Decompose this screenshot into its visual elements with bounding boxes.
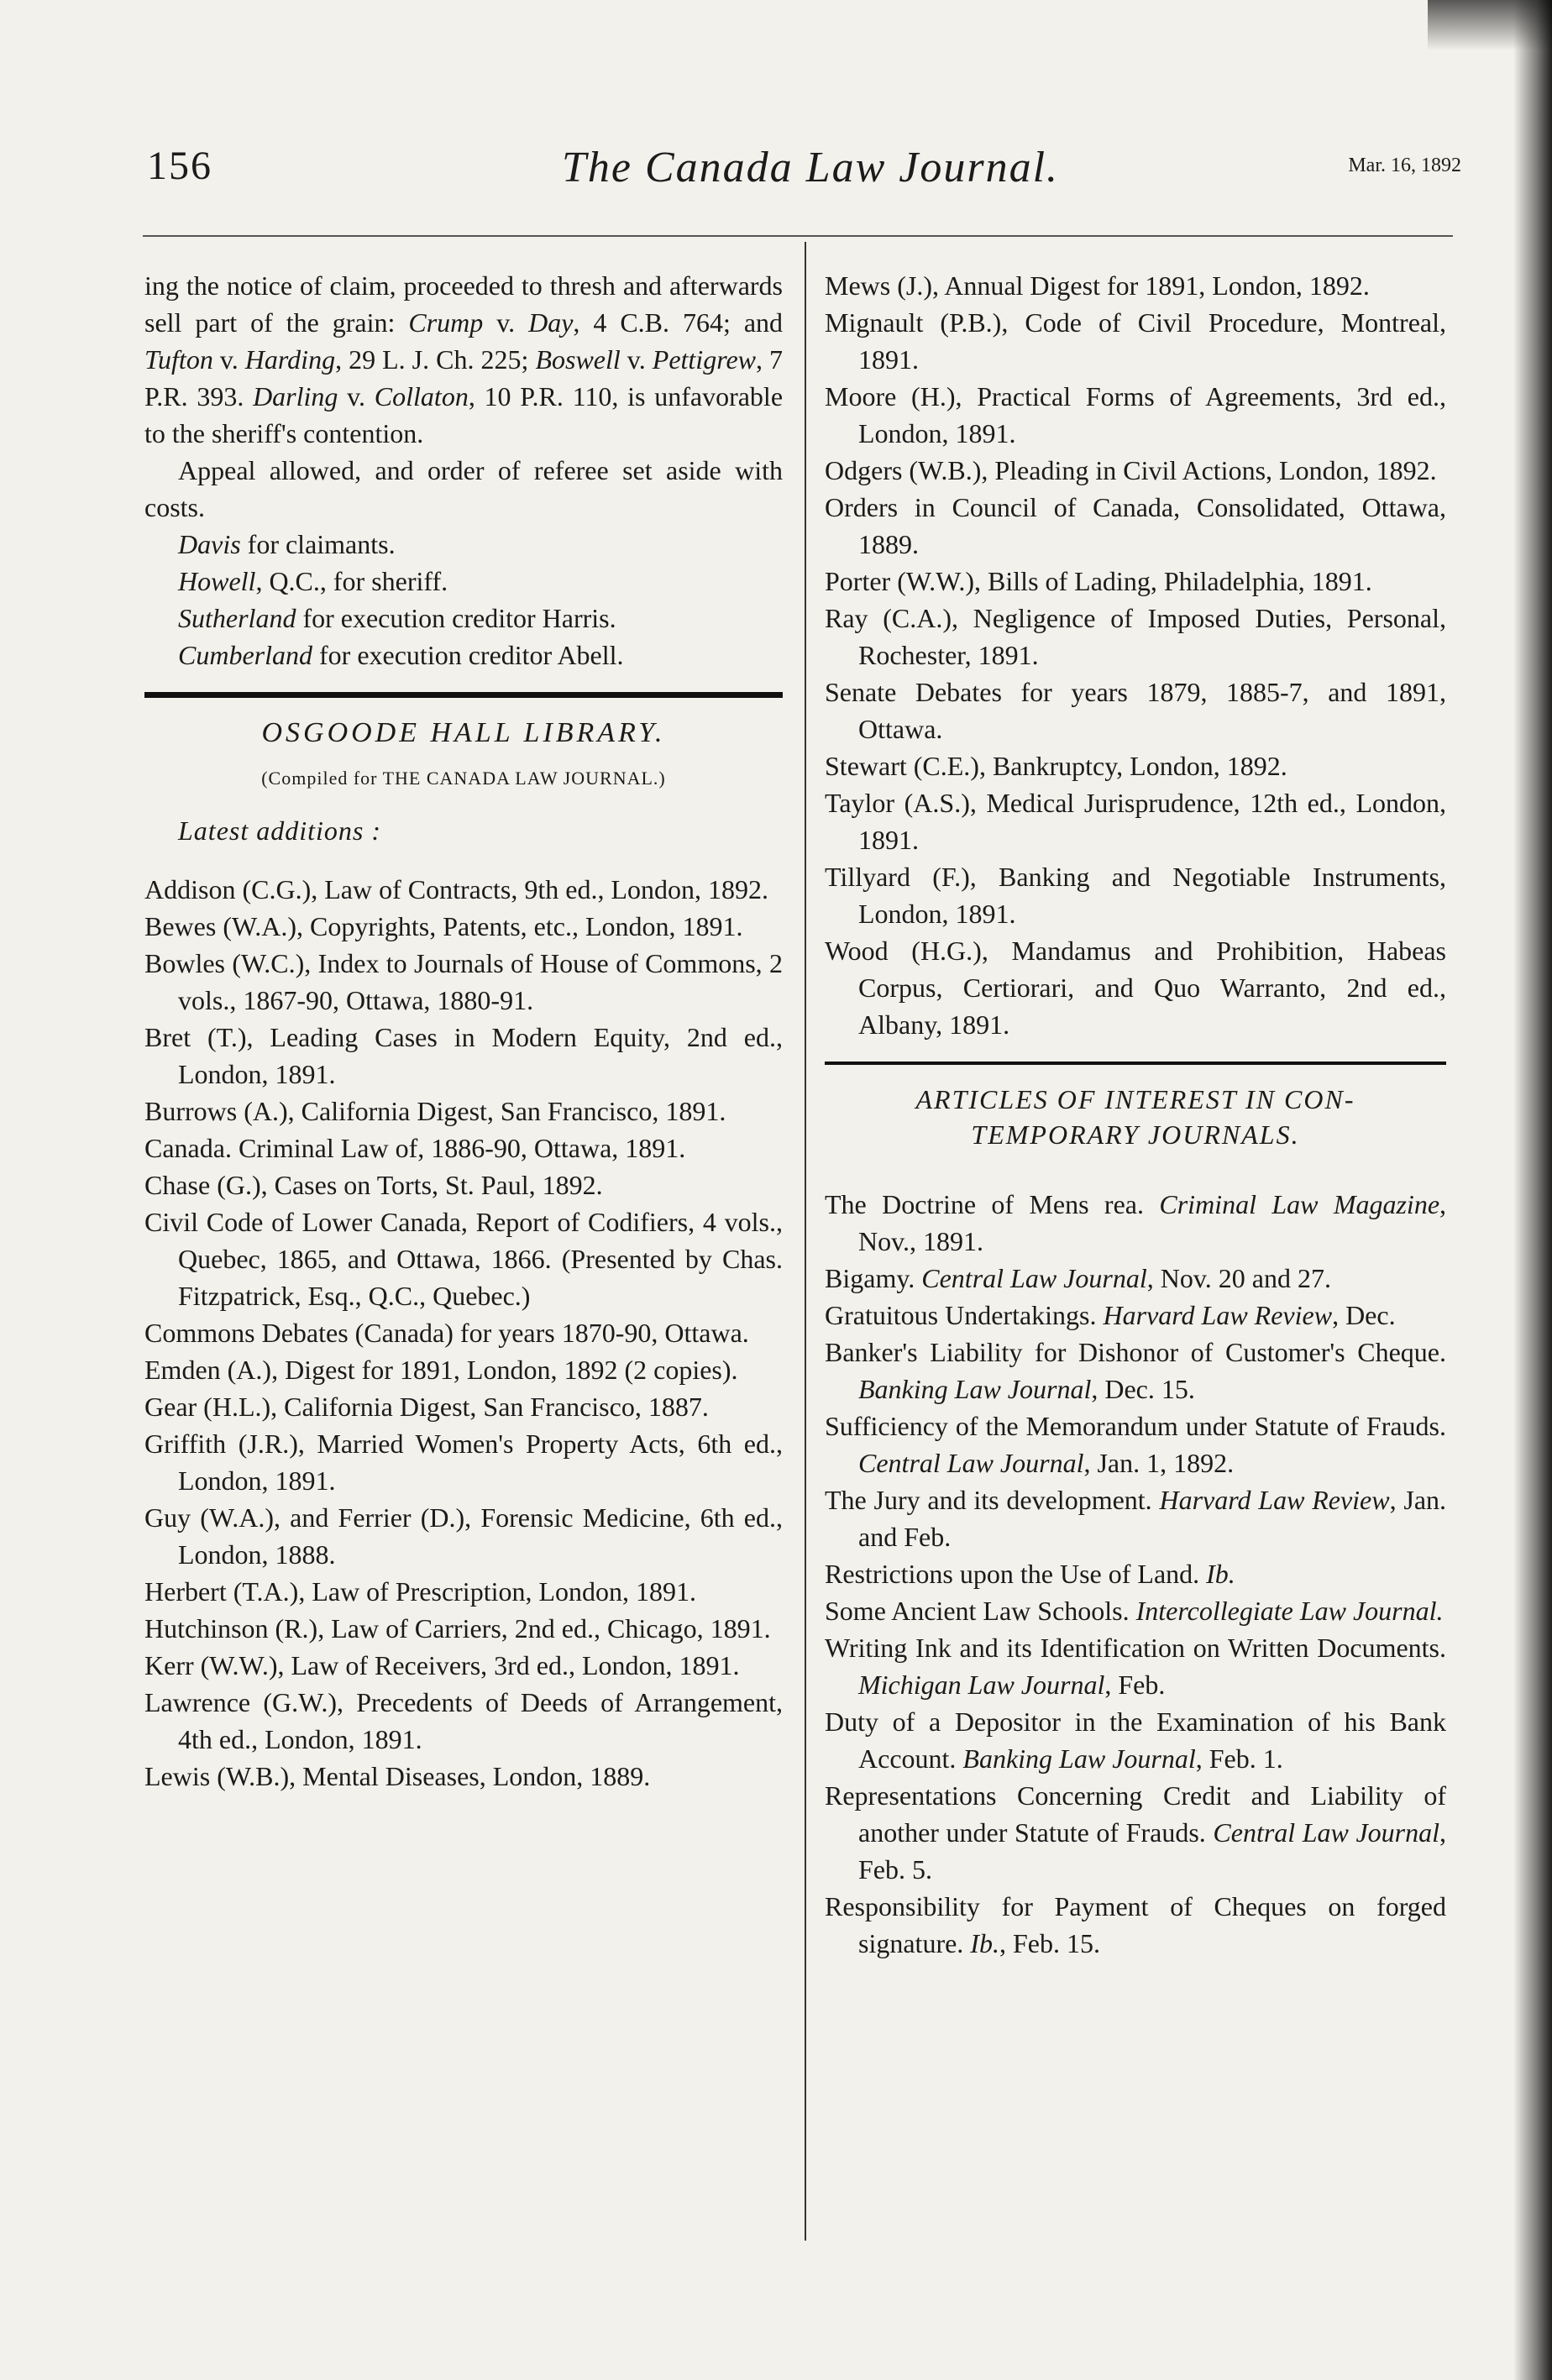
- article-title: Writing Ink and its Identification on Written Documents.: [825, 1633, 1446, 1663]
- library-entry: Lawrence (G.W.), Precedents of Deeds of Arrangement, 4th ed., London, 1891.: [144, 1687, 783, 1754]
- library-entry: Griffith (J.R.), Married Women's Property Acts, 6th ed., London, 1891.: [144, 1429, 783, 1496]
- case-party: Boswell: [535, 344, 621, 375]
- case-party: Harding: [244, 344, 336, 375]
- library-entry: Commons Debates (Canada) for years 1870-90, Ottawa.: [144, 1318, 749, 1348]
- case-party: Collaton: [374, 381, 469, 412]
- article-source: Central Law Journal: [1213, 1817, 1440, 1848]
- article-title: Representations Concerning Credit and Liability of another under Statute of Frauds.: [825, 1780, 1446, 1848]
- library-entry: Tillyard (F.), Banking and Negotiable Instruments, London, 1891.: [825, 862, 1446, 929]
- counsel-name: Cumberland: [178, 640, 312, 670]
- library-entry: Stewart (C.E.), Bankruptcy, London, 1892.: [825, 751, 1287, 781]
- counsel-line: [144, 526, 783, 563]
- library-entry: Taylor (A.S.), Medical Jurisprudence, 12th ed., London, 1891.: [825, 788, 1446, 855]
- library-entry: Gear (H.L.), California Digest, San Francisco, 1887.: [144, 1392, 709, 1422]
- case-party: Crump: [408, 307, 484, 338]
- article-date: , Feb. 5.: [858, 1817, 1447, 1885]
- article-date: , Jan. 1, 1892.: [1083, 1448, 1235, 1478]
- library-entry: Guy (W.A.), and Ferrier (D.), Forensic Medicine, 6th ed., London, 1888.: [144, 1502, 783, 1570]
- counsel-line: Howell, Q.C., for sheriff.: [178, 566, 448, 596]
- article-date: , Feb.: [1104, 1670, 1166, 1700]
- article-date: , Dec.: [1332, 1300, 1396, 1330]
- library-entry: Civil Code of Lower Canada, Report of Codifiers, 4 vols., Quebec, 1865, and Ottawa, 1866. (Presented by Chas. Fitzpatrick, Esq., Q.C., Quebec.): [144, 1207, 783, 1311]
- case-paragraph: ing the notice of claim, proceeded to thresh and afterwards sell part of the grain: Crump v. Day, 4 C.B. 764; and Tufton v. Harding, 29 L. J. Ch. 225; Boswell v. Pettigrew, 7 P.R. 393. Darling v. Collaton, 10 P.R. 110, is unfavorable to the sheriff's contention.: [144, 270, 784, 448]
- article-source: Intercollegiate Law Journal.: [1135, 1596, 1444, 1626]
- library-entry: Porter (W.W.), Bills of Lading, Philadelphia, 1891.: [825, 566, 1372, 596]
- library-entries-left: [144, 871, 783, 1795]
- article-entry: [825, 1297, 1446, 1334]
- article-source: Michigan Law Journal: [858, 1670, 1105, 1700]
- appeal-paragraph: Appeal allowed, and order of referee set aside with costs.: [144, 455, 783, 522]
- library-entry: Moore (H.), Practical Forms of Agreements, 3rd ed., London, 1891.: [825, 381, 1446, 448]
- counsel-list: [144, 526, 783, 674]
- latest-additions-heading: Latest additions :: [178, 815, 382, 846]
- articles-title-line: TEMPORARY JOURNALS.: [971, 1119, 1300, 1150]
- counsel-role: Q.C., for sheriff.: [269, 566, 448, 596]
- section-rule: [144, 692, 783, 698]
- case-citation: , 7 P.R. 393.: [144, 344, 784, 412]
- case-party: Pettigrew: [652, 344, 756, 375]
- article-entry: [825, 1629, 1446, 1703]
- article-source: Ib.: [1206, 1559, 1235, 1589]
- library-entry: Canada. Criminal Law of, 1886-90, Ottawa, 1891.: [144, 1133, 686, 1163]
- article-entry: [825, 1703, 1446, 1777]
- counsel-name: Howell: [178, 566, 256, 596]
- article-entry: [825, 1592, 1446, 1629]
- right-column: [825, 267, 1446, 1962]
- library-entry: Bret (T.), Leading Cases in Modern Equity, 2nd ed., London, 1891.: [144, 1022, 783, 1089]
- library-entry: Mews (J.), Annual Digest for 1891, London, 1892.: [825, 270, 1370, 301]
- library-entry: Hutchinson (R.), Law of Carriers, 2nd ed., Chicago, 1891.: [144, 1613, 771, 1643]
- library-entry: Mignault (P.B.), Code of Civil Procedure, Montreal, 1891.: [825, 307, 1446, 375]
- article-entry: [825, 1888, 1446, 1962]
- case-citation: , 29 L. J. Ch. 225;: [335, 344, 536, 375]
- article-title: Responsibility for Payment of Cheques on forged signature.: [825, 1891, 1446, 1958]
- article-entry: [825, 1260, 1446, 1297]
- header-rule: [143, 235, 1453, 237]
- counsel-role: for claimants.: [247, 529, 396, 559]
- articles-title-line: ARTICLES OF INTEREST IN CON-: [915, 1084, 1355, 1114]
- issue-date: Mar. 16, 1892: [1348, 155, 1461, 176]
- article-entry: [825, 1777, 1446, 1888]
- counsel-name: Sutherland: [178, 603, 296, 633]
- left-column: [144, 267, 783, 1795]
- article-entry: [825, 1408, 1446, 1481]
- article-date: , Jan. and Feb.: [858, 1485, 1447, 1552]
- article-entry: [825, 1555, 1446, 1592]
- library-entry: Chase (G.), Cases on Torts, St. Paul, 1892.: [144, 1170, 603, 1200]
- article-title: Banker's Liability for Dishonor of Customer's Cheque.: [825, 1337, 1446, 1367]
- library-entry: Kerr (W.W.), Law of Receivers, 3rd ed., London, 1891.: [144, 1650, 740, 1680]
- library-entry: Odgers (W.B.), Pleading in Civil Actions, London, 1892.: [825, 455, 1437, 485]
- article-title: Some Ancient Law Schools.: [825, 1596, 1130, 1626]
- article-title: The Doctrine of Mens rea.: [825, 1189, 1144, 1219]
- article-date: , Dec. 15.: [1091, 1374, 1195, 1404]
- case-party: Darling: [253, 381, 338, 412]
- case-party: Tufton: [144, 344, 213, 375]
- scan-shadow-edge: [1513, 0, 1552, 2380]
- article-source: Central Law Journal: [858, 1448, 1084, 1478]
- library-entry: Senate Debates for years 1879, 1885-7, and 1891, Ottawa.: [825, 677, 1446, 744]
- library-entry: Burrows (A.), California Digest, San Francisco, 1891.: [144, 1096, 726, 1126]
- article-title: Duty of a Depositor in the Examination of his Bank Account.: [825, 1706, 1446, 1774]
- page-header: [147, 143, 1461, 210]
- article-date: , Nov. 20 and 27.: [1146, 1263, 1331, 1293]
- column-divider: [805, 242, 806, 2241]
- library-entry: Addison (C.G.), Law of Contracts, 9th ed., London, 1892.: [144, 874, 769, 904]
- counsel-role: for execution creditor Abell.: [319, 640, 624, 670]
- counsel-role: for execution creditor Harris.: [302, 603, 616, 633]
- article-title: Bigamy.: [825, 1263, 915, 1293]
- library-subtitle: (Compiled for THE CANADA LAW JOURNAL.): [261, 768, 666, 789]
- library-entry: Herbert (T.A.), Law of Prescription, London, 1891.: [144, 1576, 697, 1607]
- running-title: The Canada Law Journal.: [561, 144, 1060, 191]
- case-party: Day: [528, 307, 574, 338]
- article-date: , Feb. 15.: [999, 1928, 1100, 1958]
- articles-title: [825, 1082, 1446, 1152]
- library-title: OSGOODE HALL LIBRARY.: [261, 717, 666, 748]
- articles-list: [825, 1186, 1446, 1962]
- case-citation: , 4 C.B. 764; and: [573, 307, 784, 338]
- library-entry: Emden (A.), Digest for 1891, London, 1892 (2 copies).: [144, 1355, 738, 1385]
- counsel-line: [144, 637, 783, 674]
- article-source: Criminal Law Magazine: [1159, 1189, 1440, 1219]
- case-text: ing the notice of claim, proceeded to thresh and afterwards sell part of the grain:: [144, 270, 783, 338]
- page-number: 156: [147, 144, 212, 188]
- article-source: Banking Law Journal: [858, 1374, 1092, 1404]
- counsel-line: [144, 600, 783, 637]
- article-title: Gratuitous Undertakings.: [825, 1300, 1097, 1330]
- library-entries-right: [825, 267, 1446, 1043]
- article-title: Restrictions upon the Use of Land.: [825, 1559, 1200, 1589]
- article-source: Banking Law Journal: [962, 1743, 1196, 1774]
- article-title: The Jury and its development.: [825, 1485, 1152, 1515]
- article-source: Ib.: [970, 1928, 999, 1958]
- article-date: , Nov., 1891.: [858, 1189, 1447, 1256]
- article-source: Harvard Law Review: [1159, 1485, 1390, 1515]
- library-entry: Lewis (W.B.), Mental Diseases, London, 1889.: [144, 1761, 651, 1791]
- counsel-name: Davis: [178, 529, 241, 559]
- library-entry: Wood (H.G.), Mandamus and Prohibition, Habeas Corpus, Certiorari, and Quo Warranto, 2nd ed., Albany, 1891.: [825, 936, 1446, 1040]
- article-date: , Feb. 1.: [1195, 1743, 1283, 1774]
- article-entry: [825, 1481, 1446, 1555]
- article-entry: [825, 1186, 1446, 1260]
- article-source: Central Law Journal: [921, 1263, 1147, 1293]
- library-entry: Ray (C.A.), Negligence of Imposed Duties, Personal, Rochester, 1891.: [825, 603, 1446, 670]
- library-entry: Orders in Council of Canada, Consolidated, Ottawa, 1889.: [825, 492, 1446, 559]
- section-rule: [825, 1062, 1446, 1065]
- article-source: Harvard Law Review: [1103, 1300, 1333, 1330]
- article-title: Sufficiency of the Memorandum under Statute of Frauds.: [825, 1411, 1446, 1441]
- library-entry: Bewes (W.A.), Copyrights, Patents, etc., London, 1891.: [144, 911, 743, 941]
- case-citation: , 10 P.R. 110, is unfavorable to the sheriff's contention.: [144, 381, 784, 448]
- library-entry: Bowles (W.C.), Index to Journals of House of Commons, 2 vols., 1867-90, Ottawa, 1880-91.: [144, 948, 783, 1015]
- article-entry: [825, 1334, 1446, 1408]
